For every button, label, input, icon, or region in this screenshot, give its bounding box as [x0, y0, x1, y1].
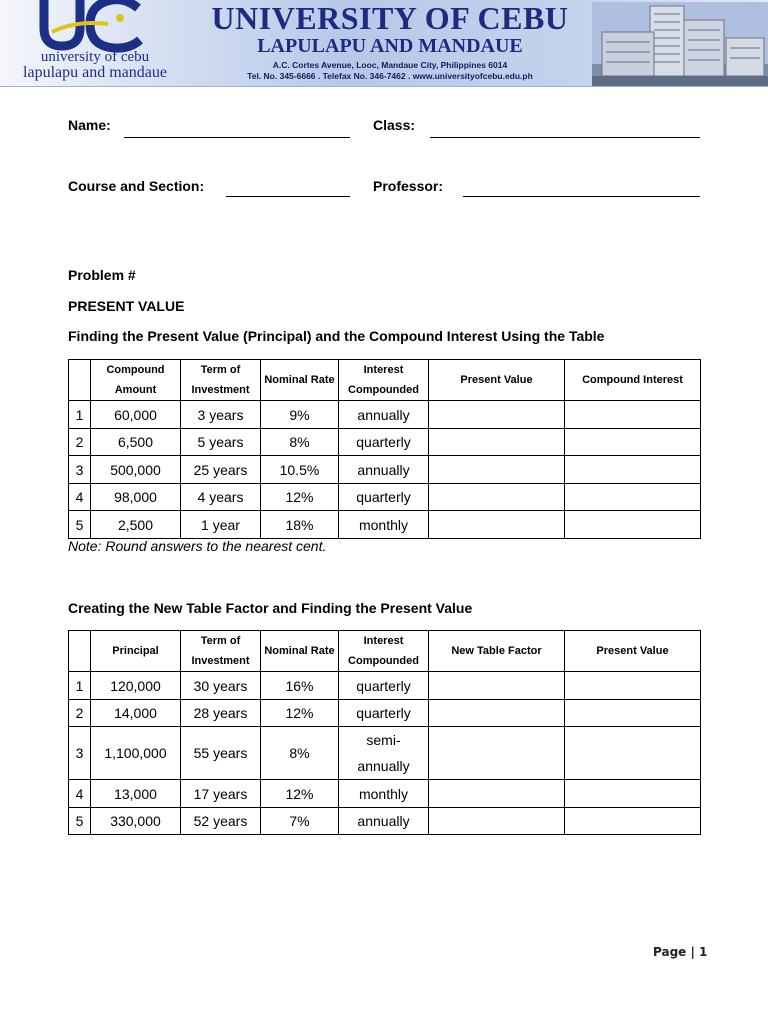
present-value-answer-cell[interactable]: [429, 429, 565, 456]
table-row: [69, 672, 701, 700]
column-header: Compound Amount: [91, 360, 181, 401]
row-number: 2: [69, 700, 91, 727]
row-number: 4: [69, 484, 91, 511]
compound-interest-answer-cell[interactable]: [565, 456, 701, 484]
present-value-answer-cell[interactable]: [429, 456, 565, 484]
present-value-answer-cell[interactable]: [565, 672, 701, 700]
principal-cell: 14,000: [91, 700, 181, 727]
new-table-factor-answer-cell[interactable]: [429, 808, 565, 835]
rate-cell: 8%: [261, 727, 339, 780]
professor-field[interactable]: [463, 196, 700, 197]
section2-title: Creating the New Table Factor and Finding the Present Value: [68, 600, 473, 616]
table-row: [69, 808, 701, 835]
name-label: Name:: [68, 117, 111, 133]
rate-cell: 9%: [261, 401, 339, 429]
address-line-1: A.C. Cortes Avenue, Looc, Mandaue City, Philippines 6014: [272, 60, 508, 70]
column-header: Principal: [91, 631, 181, 672]
new-table-factor-answer-cell[interactable]: [429, 727, 565, 780]
row-number: 5: [69, 808, 91, 835]
class-label: Class:: [373, 117, 416, 133]
present-value-table: [68, 359, 701, 539]
campus-name: LAPULAPU AND MANDAUE: [257, 35, 523, 57]
principal-cell: 13,000: [91, 780, 181, 808]
compounded-cell: monthly: [339, 511, 429, 539]
column-header: Nominal Rate: [261, 360, 339, 401]
principal-cell: 1,100,000: [91, 727, 181, 780]
row-number: 3: [69, 456, 91, 484]
term-cell: 17 years: [181, 780, 261, 808]
university-name: UNIVERSITY OF CEBU: [211, 0, 569, 36]
table-row: [69, 429, 701, 456]
address-line-2: Tel. No. 345-6666 . Telefax No. 346-7462 . www.universityofcebu.edu.ph: [247, 71, 533, 81]
column-header: New Table Factor: [429, 631, 565, 672]
table-row: [69, 456, 701, 484]
new-table-factor-answer-cell[interactable]: [429, 700, 565, 727]
header-banner: [0, 0, 768, 87]
term-cell: 30 years: [181, 672, 261, 700]
class-field[interactable]: [430, 137, 700, 138]
term-cell: 55 years: [181, 727, 261, 780]
row-number: 5: [69, 511, 91, 539]
professor-label: Professor:: [373, 178, 444, 194]
table-row: [69, 700, 701, 727]
compound-amount-cell: 98,000: [91, 484, 181, 511]
term-cell: 28 years: [181, 700, 261, 727]
principal-cell: 330,000: [91, 808, 181, 835]
section1-title: Finding the Present Value (Principal) and the Compound Interest Using the Table: [68, 328, 605, 344]
rate-cell: 12%: [261, 484, 339, 511]
term-cell: 25 years: [181, 456, 261, 484]
course-section-label: Course and Section:: [68, 178, 205, 194]
rate-cell: 12%: [261, 700, 339, 727]
rate-cell: 8%: [261, 429, 339, 456]
compounded-cell: quarterly: [339, 700, 429, 727]
column-header: Present Value: [429, 360, 565, 401]
row-number: 4: [69, 780, 91, 808]
rate-cell: 7%: [261, 808, 339, 835]
compound-interest-answer-cell[interactable]: [565, 429, 701, 456]
row-number: 1: [69, 401, 91, 429]
compound-interest-answer-cell[interactable]: [565, 484, 701, 511]
table-row: [69, 511, 701, 539]
table-row: [69, 780, 701, 808]
uc-logo-icon: [38, 0, 148, 54]
compounded-cell: [339, 727, 429, 780]
present-value-answer-cell[interactable]: [565, 808, 701, 835]
compounded-cell: quarterly: [339, 484, 429, 511]
compounded-cell: quarterly: [339, 429, 429, 456]
rounding-note: Note: Round answers to the nearest cent.: [68, 538, 327, 554]
present-value-answer-cell[interactable]: [429, 484, 565, 511]
compound-interest-answer-cell[interactable]: [565, 511, 701, 539]
column-header: [69, 631, 91, 672]
row-number: 1: [69, 672, 91, 700]
topic-title: PRESENT VALUE: [68, 298, 185, 314]
compounded-cell: annually: [339, 456, 429, 484]
compounded-cell: quarterly: [339, 672, 429, 700]
table-header-row: [69, 631, 701, 672]
problem-number: Problem #: [68, 267, 136, 283]
column-header: Compound Interest: [565, 360, 701, 401]
compound-amount-cell: 60,000: [91, 401, 181, 429]
table-header-row: [69, 360, 701, 401]
table-row: [69, 401, 701, 429]
compounded-cell: monthly: [339, 780, 429, 808]
present-value-answer-cell[interactable]: [565, 780, 701, 808]
rate-cell: 10.5%: [261, 456, 339, 484]
course-section-field[interactable]: [226, 196, 350, 197]
term-cell: 3 years: [181, 401, 261, 429]
compounded-cell: annually: [339, 401, 429, 429]
compound-amount-cell: 6,500: [91, 429, 181, 456]
logo-subtitle-1: university of cebu: [40, 49, 150, 65]
column-header: Nominal Rate: [261, 631, 339, 672]
column-header: Interest Compounded: [339, 631, 429, 672]
rate-cell: 12%: [261, 780, 339, 808]
compound-amount-cell: 500,000: [91, 456, 181, 484]
column-header: [69, 360, 91, 401]
compound-amount-cell: 2,500: [91, 511, 181, 539]
compounded-cell: annually: [339, 808, 429, 835]
column-header: Term of Investment: [181, 631, 261, 672]
new-table-factor-table: [68, 630, 701, 835]
rate-cell: 18%: [261, 511, 339, 539]
rate-cell: 16%: [261, 672, 339, 700]
row-number: 3: [69, 727, 91, 780]
term-cell: 1 year: [181, 511, 261, 539]
campus-building-image: [592, 2, 768, 86]
term-cell: 5 years: [181, 429, 261, 456]
compounded-text: semi-annually: [357, 732, 410, 774]
column-header: Interest Compounded: [339, 360, 429, 401]
present-value-answer-cell[interactable]: [565, 700, 701, 727]
new-table-factor-answer-cell[interactable]: [429, 672, 565, 700]
principal-cell: 120,000: [91, 672, 181, 700]
row-number: 2: [69, 429, 91, 456]
logo-subtitle-2: lapulapu and mandaue: [23, 64, 167, 81]
term-cell: 52 years: [181, 808, 261, 835]
present-value-answer-cell[interactable]: [565, 727, 701, 780]
compound-interest-answer-cell[interactable]: [565, 401, 701, 429]
present-value-answer-cell[interactable]: [429, 401, 565, 429]
term-cell: 4 years: [181, 484, 261, 511]
page-number: Page | 1: [653, 945, 708, 959]
name-field[interactable]: [124, 137, 350, 138]
table-row: [69, 484, 701, 511]
column-header: Present Value: [565, 631, 701, 672]
table-row: [69, 727, 701, 780]
new-table-factor-answer-cell[interactable]: [429, 780, 565, 808]
column-header: Term of Investment: [181, 360, 261, 401]
present-value-answer-cell[interactable]: [429, 511, 565, 539]
